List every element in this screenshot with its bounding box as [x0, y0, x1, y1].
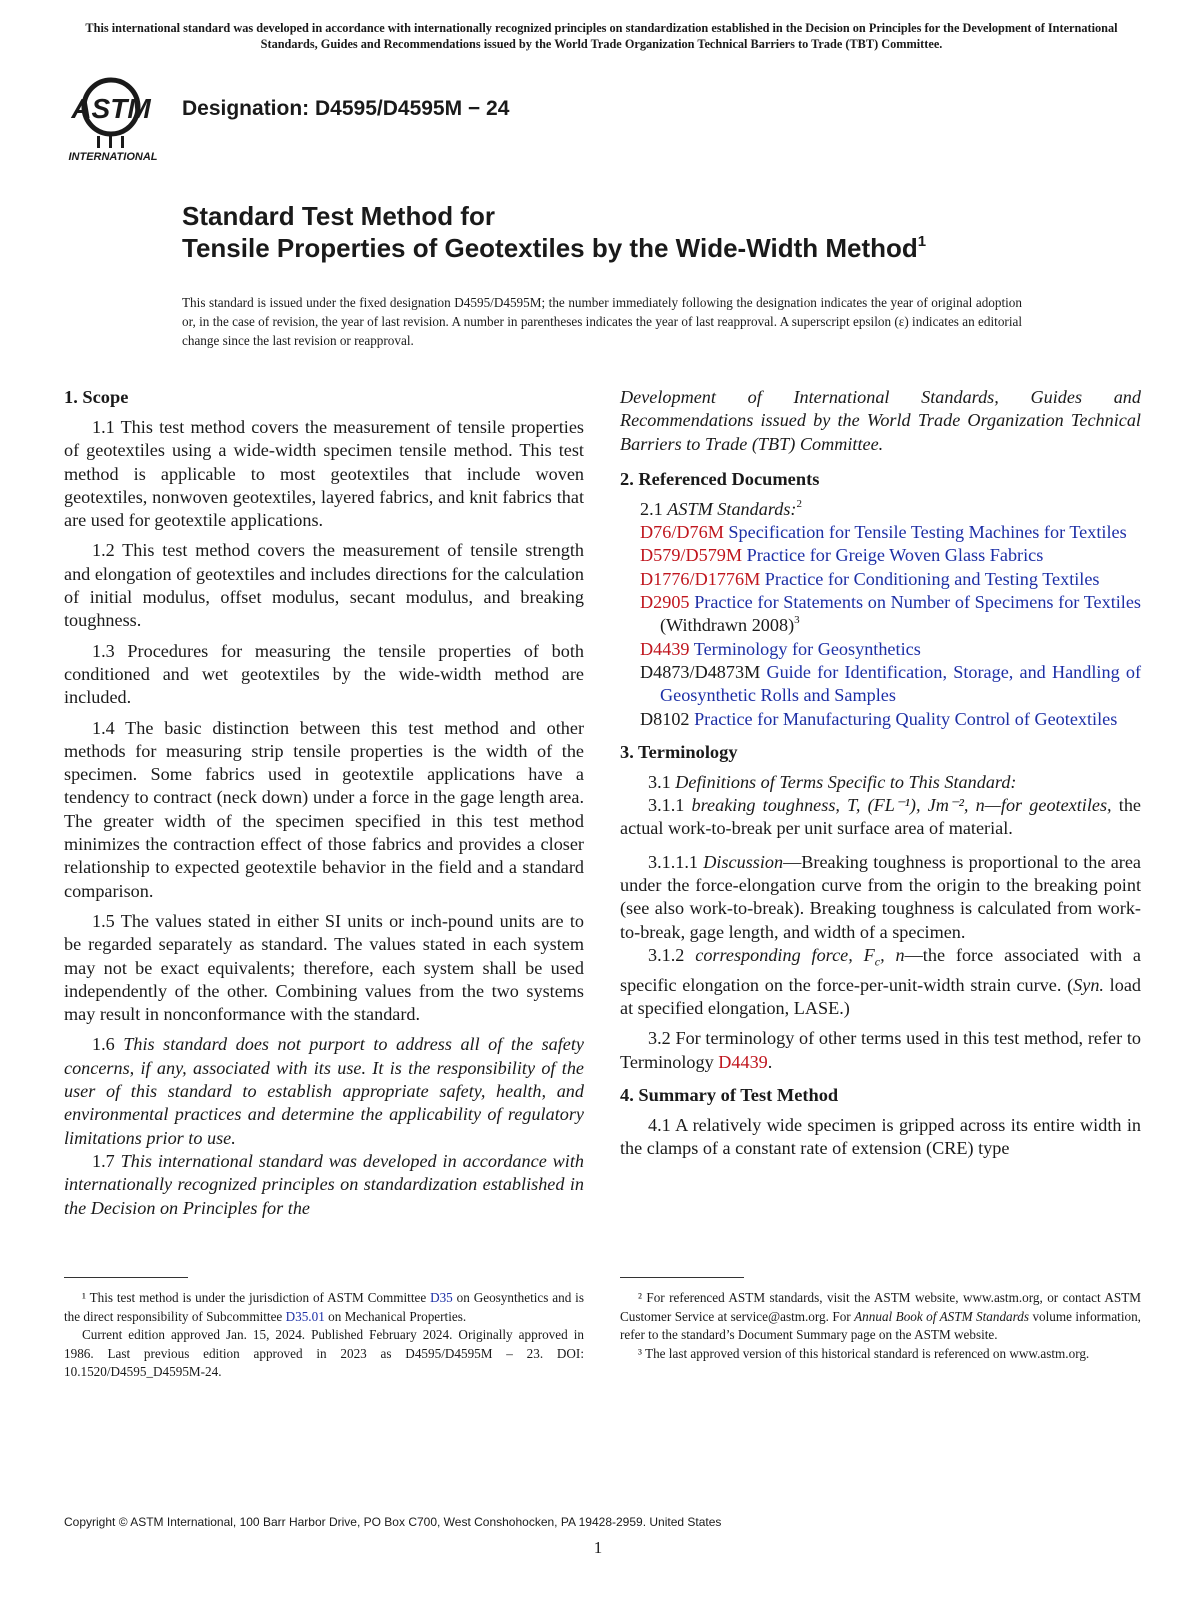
reference-item — [620, 568, 1141, 591]
para-4-1: 4.1 A relatively wide specimen is gripped across its entire width in the clamps of a constant rate of extension (CRE) type — [620, 1115, 1141, 1159]
reference-item — [620, 661, 1141, 708]
para-1-5: 1.5 The values stated in either SI units or inch-pound units are to be regarded separately as standard. The values stated in each system may not be exact equivalents; therefore, each system shall be used independently of the other. Combining values from the two systems may result in nonconformance with the standard. — [64, 910, 584, 1025]
footnote-2: ² For referenced ASTM standards, visit the ASTM website, www.astm.org, or contact ASTM Customer Service at service@astm.org. For Annual Book of ASTM Standards volume information, refer to the standard’s Document Summary page on the ASTM website. — [620, 1290, 1141, 1343]
title-line-1: Standard Test Method for — [182, 201, 495, 231]
link-d35-01[interactable]: D35.01 — [285, 1308, 325, 1324]
reference-code-link[interactable]: D4873/D4873M — [640, 661, 761, 682]
para-1-7-continued: Development of International Standards, Guides and Recommendations issued by the World Trade Organization Technical Barriers to Trade (TBT) Committee. — [620, 387, 1141, 454]
reference-title-link[interactable]: Practice for Statements on Number of Specimens for Textiles — [694, 592, 1142, 613]
reference-item — [620, 708, 1141, 731]
left-column — [64, 386, 584, 1220]
copyright: Copyright © ASTM International, 100 Barr Harbor Drive, PO Box C700, West Conshohocken, PA 19428-2959. United States — [64, 1515, 722, 1529]
para-3-1-1: 3.1.1 breaking toughness, T, (FL⁻¹), Jm⁻², n—for geotextiles, the actual work-to-break per unit surface area of material. — [620, 795, 1141, 839]
sub-2-1: 2.1 ASTM Standards:$^2$ — [640, 497, 802, 519]
para-1-4: 1.4 The basic distinction between this test method and other methods for measuring strip tensile properties is the width of the specimen. Some fabrics used in geotextile applications have a tendency to contract (neck down) under a force in the gage length area. The greater width of the specimen specified in this test method minimizes the contraction effect of those fabrics and provides a closer relationship to expected geotextile behavior in the field and a standard comparison. — [64, 717, 584, 901]
footnote-rule-right — [620, 1277, 744, 1278]
logo-caption: INTERNATIONAL — [68, 151, 158, 163]
para-3-1-1-1: 3.1.1.1 Discussion—Breaking toughness is proportional to the area under the force-elongation curve from the origin to the breaking point (see also work-to-break). Breaking toughness is calculated from work-to-break, gage length, and width of a specimen. — [620, 851, 1141, 942]
footnote-1: ¹ This test method is under the jurisdiction of ASTM Committee D35 on Geosynthetics and is the direct responsibility of Subcommittee D35.01 on Mechanical Properties. — [64, 1290, 584, 1324]
section-heading-scope: 1. Scope — [64, 387, 129, 407]
reference-title-link[interactable]: Practice for Greige Woven Glass Fabrics — [746, 545, 1044, 566]
reference-code-link[interactable]: D4439 — [640, 638, 690, 659]
para-1-7: 1.7 This international standard was developed in accordance with internationally recognized principles on standardization established in the Decision on Principles for the — [64, 1150, 585, 1218]
para-3-1: 3.1 Definitions of Terms Specific to This Standard: — [648, 771, 1017, 792]
para-3-1-2: 3.1.2 corresponding force, $F_c$, n—the force associated with a specific elongation on the force-per-unit-width strain curve. (Syn. load at specified elongation, LASE.) — [620, 944, 1142, 1019]
document-title — [182, 200, 926, 264]
title-main: Tensile Properties of Geotextiles by the Wide-Width Method — [182, 233, 918, 263]
reference-code-link[interactable]: D579/D579M — [640, 545, 743, 566]
footnotes-right — [620, 1289, 1141, 1363]
reference-code-link[interactable]: D76/D76M — [640, 522, 724, 543]
astm-logo — [64, 74, 168, 164]
reference-item — [620, 591, 1141, 638]
designation: Designation: D4595/D4595M − 24 — [182, 97, 510, 120]
issue-note: This standard is issued under the fixed designation D4595/D4595M; the number immediately following the designation indicates the year of original adoption or, in the case of revision, the year of last revision. A number in parentheses indicates the year of last reapproval. A superscript epsilon (ε) indicates an editorial change since the last revision or reapproval. — [182, 295, 1022, 348]
footnotes-left — [64, 1289, 584, 1382]
para-3-2: 3.2 For terminology of other terms used in this test method, refer to Terminology D4439. — [620, 1028, 1141, 1072]
para-1-6: 1.6 This standard does not purport to address all of the safety concerns, if any, associated with its use. It is the responsibility of the user of this standard to establish appropriate safety, health, and environmental practices and determine the applicability of regulatory limitations prior to use. — [64, 1034, 585, 1148]
reference-code-link[interactable]: D1776/D1776M — [640, 568, 761, 589]
top-notice: This international standard was developed in accordance with internationally recognized principles on standardization established in the Decision on Principles for the Development of International Standards, Guides and Recommendations issued by the World Trade Organization Technical Barriers to Trade (TBT) Committee. — [85, 21, 1118, 51]
link-d35[interactable]: D35 — [430, 1290, 453, 1305]
section-heading-terminology: 3. Terminology — [620, 741, 738, 762]
para-1-2: 1.2 This test method covers the measurement of tensile strength and elongation of geotextiles and includes directions for the calculation of initial modulus, offset modulus, secant modulus, and breaking toughness. — [64, 540, 584, 631]
reference-item — [620, 638, 1141, 661]
footnote-1-edition: Current edition approved Jan. 15, 2024. Published February 2024. Originally approved in 1986. Last previous edition approved in 2023 as D4595/D4595M – 23. DOI: 10.1520/D4595_D4595M-24. — [64, 1327, 584, 1380]
link-d4439[interactable]: D4439 — [718, 1051, 768, 1072]
right-column — [620, 386, 1141, 1168]
reference-code-link[interactable]: D8102 — [640, 708, 690, 729]
reference-item — [620, 521, 1141, 544]
reference-title-link[interactable]: Practice for Conditioning and Testing Textiles — [764, 568, 1100, 589]
para-1-1: 1.1 This test method covers the measurement of tensile properties of geotextiles using a wide-width specimen tensile method. This test method is applicable to most geotextiles that include woven geotextiles, nonwoven geotextiles, layered fabrics, and knit fabrics that are used for geotextile applications. — [64, 417, 584, 531]
title-line-2 — [182, 232, 926, 264]
page-number: 1 — [593, 1538, 603, 1557]
section-heading-referenced: 2. Referenced Documents — [620, 468, 820, 489]
reference-item — [620, 544, 1141, 567]
para-1-3: 1.3 Procedures for measuring the tensile properties of both conditioned and wet geotextiles by the wide-width method are included. — [64, 640, 584, 708]
reference-footnote-mark: 3 — [794, 614, 800, 627]
reference-list — [620, 521, 1141, 731]
title-footnote-mark: 1 — [917, 233, 927, 250]
reference-title-link[interactable]: Practice for Manufacturing Quality Control of Geotextiles — [694, 708, 1118, 729]
section-heading-summary: 4. Summary of Test Method — [620, 1085, 839, 1106]
reference-title-link[interactable]: Specification for Tensile Testing Machines for Textiles — [728, 522, 1127, 543]
reference-title-link[interactable]: Guide for Identification, Storage, and Handling of Geosynthetic Rolls and Samples — [660, 661, 1142, 706]
footnote-3: ³ The last approved version of this historical standard is referenced on www.astm.org. — [638, 1345, 1090, 1361]
reference-title-link[interactable]: Terminology for Geosynthetics — [693, 638, 921, 659]
reference-code-link[interactable]: D2905 — [640, 592, 690, 613]
reference-note: (Withdrawn 2008) — [660, 615, 795, 636]
footnote-rule-left — [64, 1277, 188, 1278]
logo-letters: ASTM — [71, 93, 151, 124]
